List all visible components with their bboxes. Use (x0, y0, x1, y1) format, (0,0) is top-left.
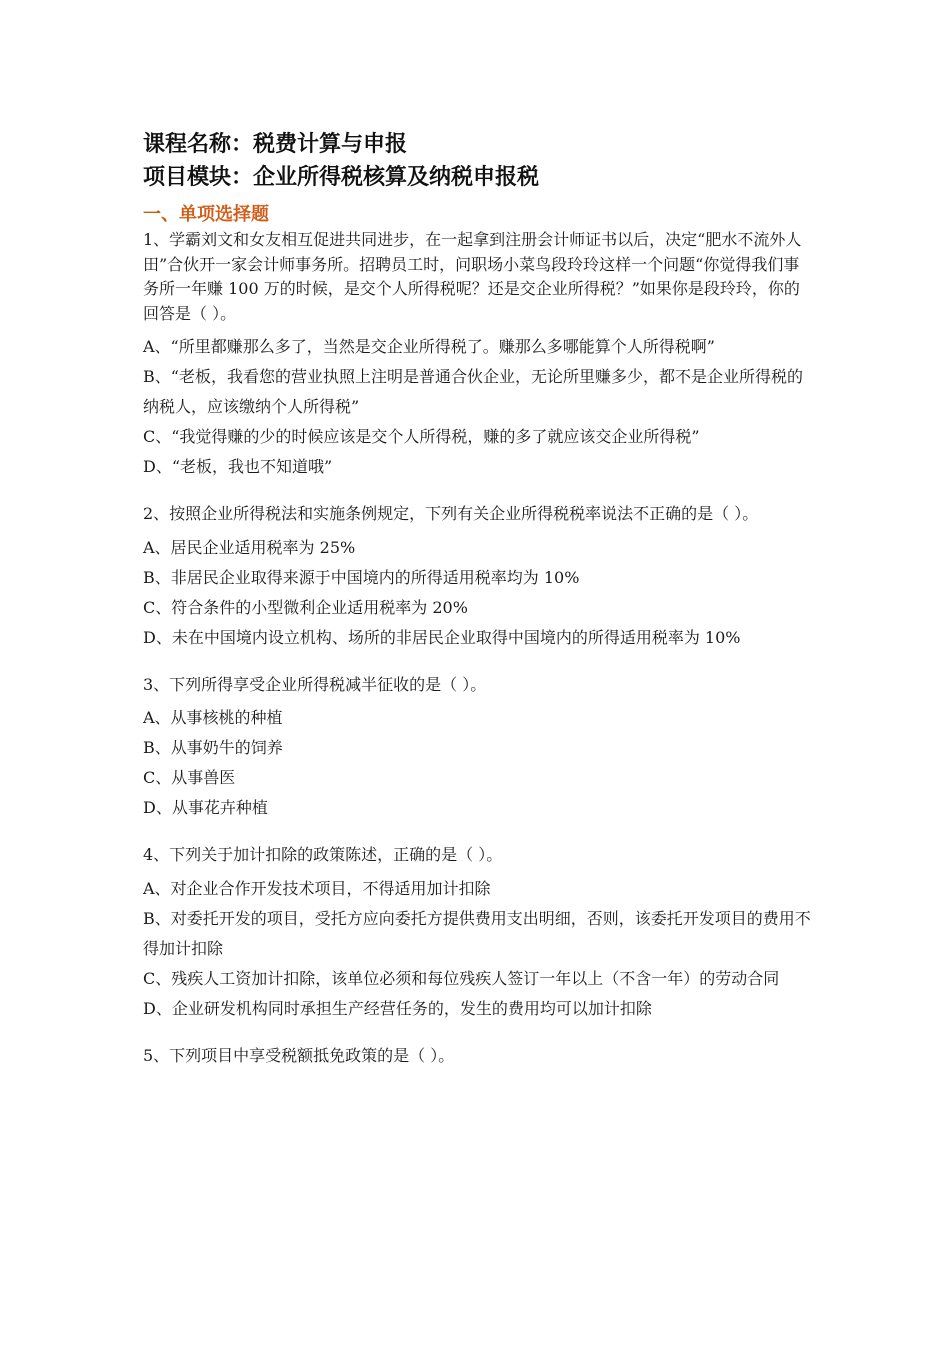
option-d: D、企业研发机构同时承担生产经营任务的，发生的费用均可以加计扣除 (143, 998, 652, 1018)
option-b: B、对委托开发的项目，受托方应向委托方提供费用支出明细，否则，该委托开发项目的费用不得加计扣除 (143, 908, 811, 958)
question-stem: 5、下列项目中享受税额抵免政策的是（ ）。 (143, 1045, 455, 1065)
option-a: A、“所里都赚那么多了，当然是交企业所得税了。赚那么多哪能算个人所得税啊” (143, 337, 715, 356)
question-4 (143, 843, 813, 1024)
option-b: B、从事奶牛的饲养 (143, 738, 283, 757)
question-stem: 4、下列关于加计扣除的政策陈述，正确的是（ ）。 (143, 845, 503, 864)
question-1 (143, 228, 813, 482)
question-3 (143, 673, 813, 824)
question-2 (143, 502, 813, 653)
option-c: C、从事兽医 (143, 768, 236, 787)
document-page (143, 128, 813, 1088)
question-stem: 3、下列所得享受企业所得税减半征收的是（ ）。 (143, 674, 487, 694)
course-title: 课程名称：税费计算与申报 (143, 132, 408, 157)
option-c: C、“我觉得赚的少的时候应该是交个人所得税，赚的多了就应该交企业所得税” (143, 427, 700, 446)
option-a: A、居民企业适用税率为 25% (143, 537, 356, 557)
option-b: B、“老板，我看您的营业执照上注明是普通合伙企业，无论所里赚多少，都不是企业所得税的纳税人，应该缴纳个人所得税” (143, 367, 803, 416)
option-d: D、未在中国境内设立机构、场所的非居民企业取得中国境内的所得适用税率为 10% (143, 627, 741, 647)
option-b: B、非居民企业取得来源于中国境内的所得适用税率均为 10% (143, 567, 580, 587)
option-c: C、符合条件的小型微利企业适用税率为 20% (143, 597, 468, 617)
option-d: D、“老板，我也不知道哦” (143, 457, 333, 476)
option-a: A、从事核桃的种植 (143, 708, 283, 727)
option-d: D、从事花卉种植 (143, 798, 268, 817)
module-title: 项目模块：企业所得税核算及纳税申报税 (143, 165, 540, 190)
question-5 (143, 1044, 813, 1069)
section-heading: 一、单项选择题 (143, 204, 269, 225)
option-a: A、对企业合作开发技术项目，不得适用加计扣除 (143, 878, 491, 898)
question-stem: 2、按照企业所得税法和实施条例规定，下列有关企业所得税税率说法不正确的是（ ）。 (143, 504, 759, 523)
option-c: C、残疾人工资加计扣除，该单位必须和每位残疾人签订一年以上（不含一年）的劳动合同 (143, 968, 780, 988)
question-stem: 1、学霸刘文和女友相互促进共同进步，在一起拿到注册会计师证书以后，决定“肥水不流外人田”合伙开一家会计师事务所。招聘员工时，问职场小菜鸟段玲玲这样一个问题“你觉得我们事务所一年赚 100 万的时候，是交个人所得税呢？还是交企业所得税？”如果你是段玲玲，你的回答是（ ）。 (143, 230, 802, 323)
